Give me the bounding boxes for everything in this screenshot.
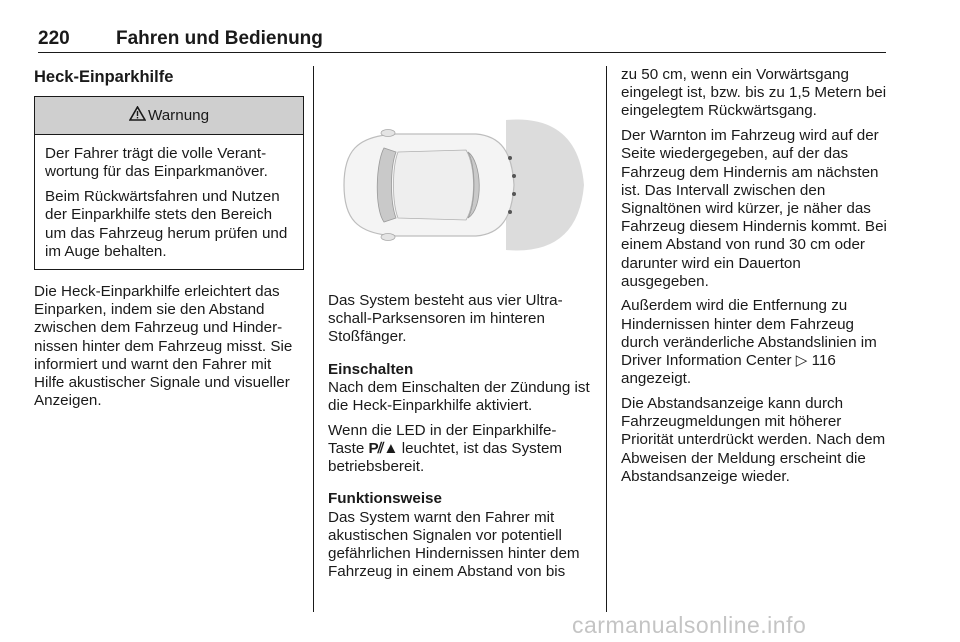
watermark: carmanualsonline.info [572, 612, 807, 638]
warning-triangle-icon [129, 106, 146, 126]
dic-text-end: angezeigt. [621, 370, 692, 388]
einschalten-paragraph: Nach dem Einschalten der Zündung ist die Heck-Einparkhilfe aktiviert. [328, 378, 590, 415]
car-sensor-illustration [326, 92, 590, 278]
funktionsweise-paragraph: Das System warnt den Fahrer mit akustischen Signalen vor potentiell gefährlichen Hindernissen hinter dem Fahrzeug in einem Abstand von bis [328, 508, 580, 581]
einschalten-heading: Einschalten [328, 360, 414, 378]
page-reference-arrow-icon: ▷ [795, 352, 808, 370]
section-title: Heck-Einparkhilfe [34, 68, 174, 86]
column-1 [34, 68, 304, 417]
page-number: 220 [38, 28, 70, 49]
warning-header [35, 97, 303, 135]
column-3 [621, 66, 889, 492]
led-text-prefix: Wenn die LED in der Einparkhilfe-Taste [328, 421, 557, 457]
warning-paragraph-2: Beim Rückwärtsfahren und Nutzen der Einparkhilfe stets den Bereich um das Fahrzeug herum prüfen und im Auge behalten. [45, 188, 288, 260]
column-divider-2 [606, 66, 607, 612]
page-header [38, 26, 886, 53]
chapter-title: Fahren und Bedienung [116, 28, 323, 49]
column-2 [328, 292, 592, 588]
col3-paragraph-3 [621, 297, 889, 388]
warning-title: Warnung [147, 106, 210, 124]
col3-paragraph-2: Der Warnton im Fahrzeug wird auf der Seite wiedergegeben, auf der das Fahrzeug dem Hindernis am nächsten ist. Das Intervall zwischen den Signaltönen wird kürzer, je näher das Fahrzeug diesem Hindernis kommt. Bei einem Abstand von rund 30 cm oder darunter wird ein Dauerton ausgegeben. [621, 127, 887, 290]
dic-text: Außerdem wird die Entfernung zu Hindernissen hinter dem Fahrzeug durch veränderliche Abstandslinien im Driver Information Center [621, 297, 877, 370]
col3-paragraph-1: zu 50 cm, wenn ein Vorwärtsgang eingelegt ist, bzw. bis zu 1,5 Metern bei eingelegtem Rückwärtsgang. [621, 66, 887, 120]
warning-paragraph-1: Der Fahrer trägt die volle Verantwortung für das Einparkmanöver. [45, 145, 268, 181]
system-paragraph: Das System besteht aus vier Ultraschall-Parksensoren im hinteren Stoßfänger. [328, 292, 563, 346]
intro-paragraph: Die Heck-Einparkhilfe erleichtert das Einparken, indem sie den Abstand zwischen dem Fahrzeug und Hindernissen hinter dem Fahrzeug misst. Sie informiert und warnt den Fahrer mit Hilfe akustischer Signale und visueller Anzeigen. [34, 282, 293, 410]
parking-assist-icon: P⫽▲ [368, 439, 398, 457]
funktionsweise-heading: Funktionsweise [328, 490, 442, 508]
led-paragraph [328, 422, 592, 477]
page-reference-link[interactable]: 116 [811, 352, 836, 370]
col3-paragraph-4: Die Abstandsanzeige kann durch Fahrzeugmeldungen mit höherer Priorität unterdrückt werden. Nach dem Abweisen der Meldung erscheint die Abstandsanzeige wieder. [621, 394, 886, 485]
warning-body [35, 135, 303, 269]
warning-box [34, 96, 304, 270]
column-divider-1 [313, 66, 314, 612]
led-text-suffix: leuchtet, ist das System betriebsbereit. [328, 439, 563, 476]
